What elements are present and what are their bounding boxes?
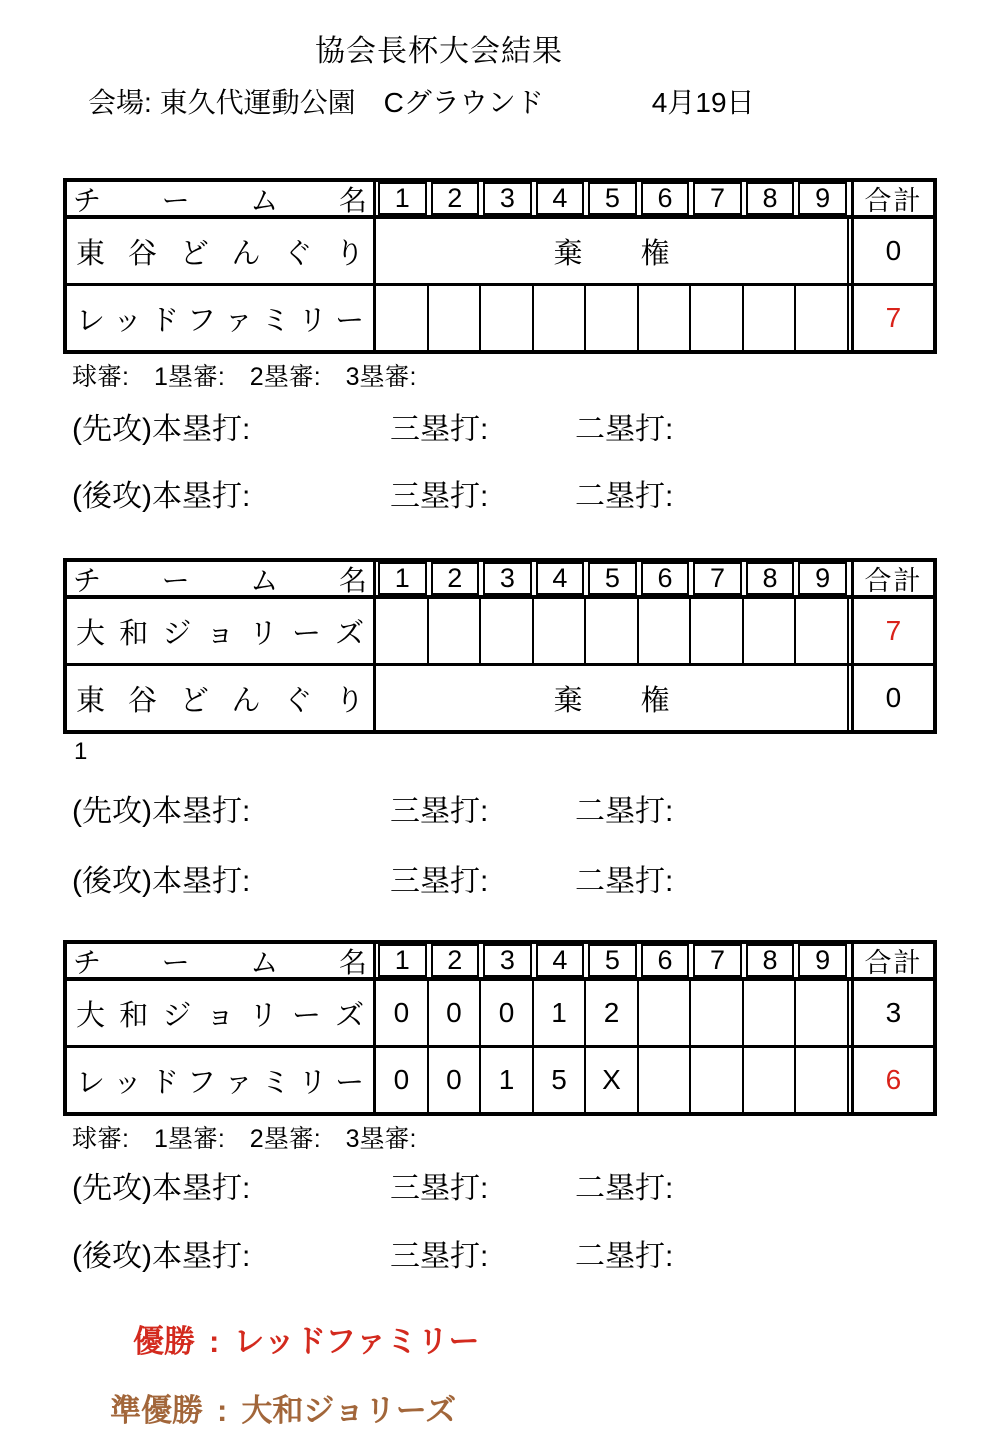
team-name-header-cell: チ ー ム 名 <box>67 182 376 215</box>
team-row <box>67 666 933 730</box>
inning-score-cell <box>744 286 797 350</box>
forfeit-cell: 棄 権 <box>376 219 849 283</box>
inning-score-cell: 0 <box>429 981 482 1045</box>
inning-header-cell: 2 <box>431 182 480 215</box>
batting-line-first-attack <box>72 404 832 446</box>
triple-label: 三塁打: <box>390 795 489 828</box>
runnerup-line <box>110 1385 456 1430</box>
homerun-label: (先攻)本塁打: <box>72 1172 251 1205</box>
inning-score-cell: 0 <box>429 1048 482 1112</box>
team-row <box>67 219 933 286</box>
inning-score-cell <box>744 1048 797 1112</box>
homerun-label: (後攻)本塁打: <box>72 1240 251 1273</box>
scoreboard-game-2 <box>63 558 937 734</box>
inning-score-cell <box>534 286 587 350</box>
inning-header-cell: 9 <box>798 944 847 977</box>
colon: : <box>217 1393 228 1428</box>
inning-header-cell: 7 <box>693 562 742 595</box>
inning-score-cell: 0 <box>376 1048 429 1112</box>
homerun-label: (先攻)本塁打: <box>72 413 251 446</box>
scoreboard-header-row <box>67 182 933 219</box>
venue-label: 会場: <box>88 87 152 118</box>
homerun-label: (後攻)本塁打: <box>72 480 251 513</box>
team-row <box>67 599 933 666</box>
inning-score-cell <box>796 599 849 663</box>
tournament-title: 協会長杯大会結果 <box>315 35 563 68</box>
team-name-header-cell: チ ー ム 名 <box>67 944 376 977</box>
runnerup-name: 大和ジョリーズ <box>241 1393 457 1428</box>
inning-score-cell <box>691 1048 744 1112</box>
venue-name: 東久代運動公園 Cグラウンド <box>159 87 544 118</box>
batting-line-first-attack <box>72 1163 832 1205</box>
team-name-cell: レ ッ ド フ ァ ミ リ ー <box>67 1048 376 1112</box>
double-label: 二塁打: <box>575 480 674 513</box>
inning-score-cell <box>429 599 482 663</box>
inning-header-cell: 2 <box>431 944 480 977</box>
team-name-cell: 大 和 ジ ョ リ ー ズ <box>67 599 376 663</box>
inning-score-cell <box>534 599 587 663</box>
inning-header-cell: 7 <box>693 182 742 215</box>
inning-score-cell: 0 <box>376 981 429 1045</box>
batting-line-first-attack <box>72 786 832 828</box>
scoreboard-game-1 <box>63 178 937 354</box>
inning-header-cell: 7 <box>693 944 742 977</box>
total-header-cell: 合計 <box>851 562 933 595</box>
inning-score-cell <box>481 599 534 663</box>
forfeit-cell: 棄 権 <box>376 666 849 730</box>
triple-label: 三塁打: <box>390 865 489 898</box>
inning-header-cell: 4 <box>536 944 585 977</box>
total-score-cell: 7 <box>851 599 933 663</box>
triple-label: 三塁打: <box>390 413 489 446</box>
inning-score-cell <box>639 981 692 1045</box>
total-score-cell: 0 <box>851 219 933 283</box>
double-label: 二塁打: <box>575 865 674 898</box>
inning-score-cell: 0 <box>481 981 534 1045</box>
venue-line <box>88 81 755 121</box>
team-row <box>67 286 933 350</box>
total-score-cell: 7 <box>851 286 933 350</box>
triple-label: 三塁打: <box>390 480 489 513</box>
total-score-cell: 0 <box>851 666 933 730</box>
champion-name: レッドファミリー <box>233 1324 480 1359</box>
inning-score-cell <box>744 599 797 663</box>
inning-score-cell <box>744 981 797 1045</box>
scoreboard-header-row <box>67 562 933 599</box>
inning-header-cell: 1 <box>378 562 427 595</box>
total-header-cell: 合計 <box>851 944 933 977</box>
homerun-label: (後攻)本塁打: <box>72 865 251 898</box>
inning-header-cell: 3 <box>483 182 532 215</box>
inning-score-cell <box>429 286 482 350</box>
inning-header-cell: 4 <box>536 182 585 215</box>
scoreboard-game-3 <box>63 940 937 1116</box>
double-label: 二塁打: <box>575 795 674 828</box>
inning-score-cell: 1 <box>481 1048 534 1112</box>
batting-line-second-attack <box>72 471 832 513</box>
inning-score-cell <box>691 981 744 1045</box>
inning-score-cell <box>376 599 429 663</box>
batting-line-second-attack <box>72 856 832 898</box>
inning-header-cell: 3 <box>483 944 532 977</box>
inning-header-cell: 6 <box>641 562 690 595</box>
team-name-header-cell: チ ー ム 名 <box>67 562 376 595</box>
team-name-cell: 東 谷 ど ん ぐ り <box>67 666 376 730</box>
inning-score-cell <box>639 286 692 350</box>
umpires-line: 球審: 1塁審: 2塁審: 3塁審: <box>72 1125 417 1153</box>
inning-header-cell: 2 <box>431 562 480 595</box>
inning-header-cell: 1 <box>378 182 427 215</box>
inning-score-cell <box>796 981 849 1045</box>
stray-text: 1 <box>74 738 88 765</box>
inning-score-cell <box>691 599 744 663</box>
triple-label: 三塁打: <box>390 1172 489 1205</box>
inning-header-cell: 5 <box>588 182 637 215</box>
champion-line <box>133 1316 479 1361</box>
total-score-cell: 3 <box>851 981 933 1045</box>
double-label: 二塁打: <box>575 1172 674 1205</box>
inning-score-cell: 2 <box>586 981 639 1045</box>
champion-label: 優勝 <box>133 1324 195 1359</box>
runnerup-label: 準優勝 <box>110 1393 203 1428</box>
inning-score-cell: 5 <box>534 1048 587 1112</box>
inning-score-cell <box>796 286 849 350</box>
scoreboard-header-row <box>67 944 933 981</box>
inning-score-cell <box>691 286 744 350</box>
match-date: 4月19日 <box>651 87 755 118</box>
inning-header-cell: 8 <box>746 562 795 595</box>
inning-header-cell: 4 <box>536 562 585 595</box>
colon: : <box>209 1324 220 1359</box>
inning-score-cell <box>586 599 639 663</box>
team-name-cell: レ ッ ド フ ァ ミ リ ー <box>67 286 376 350</box>
inning-score-cell <box>586 286 639 350</box>
inning-score-cell <box>481 286 534 350</box>
inning-score-cell: X <box>586 1048 639 1112</box>
inning-score-cell <box>376 286 429 350</box>
homerun-label: (先攻)本塁打: <box>72 795 251 828</box>
inning-score-cell <box>796 1048 849 1112</box>
inning-header-cell: 8 <box>746 182 795 215</box>
batting-line-second-attack <box>72 1231 832 1273</box>
inning-header-cell: 8 <box>746 944 795 977</box>
inning-header-cell: 6 <box>641 944 690 977</box>
inning-header-cell: 5 <box>588 944 637 977</box>
inning-header-cell: 9 <box>798 182 847 215</box>
total-header-cell: 合計 <box>851 182 933 215</box>
double-label: 二塁打: <box>575 413 674 446</box>
triple-label: 三塁打: <box>390 1240 489 1273</box>
team-name-cell: 東 谷 ど ん ぐ り <box>67 219 376 283</box>
team-row <box>67 981 933 1048</box>
inning-header-cell: 1 <box>378 944 427 977</box>
inning-score-cell <box>639 1048 692 1112</box>
team-row <box>67 1048 933 1112</box>
total-score-cell: 6 <box>851 1048 933 1112</box>
umpires-line: 球審: 1塁審: 2塁審: 3塁審: <box>72 363 417 391</box>
inning-header-cell: 3 <box>483 562 532 595</box>
inning-header-cell: 9 <box>798 562 847 595</box>
team-name-cell: 大 和 ジ ョ リ ー ズ <box>67 981 376 1045</box>
inning-score-cell <box>639 599 692 663</box>
inning-header-cell: 6 <box>641 182 690 215</box>
double-label: 二塁打: <box>575 1240 674 1273</box>
inning-score-cell: 1 <box>534 981 587 1045</box>
inning-header-cell: 5 <box>588 562 637 595</box>
